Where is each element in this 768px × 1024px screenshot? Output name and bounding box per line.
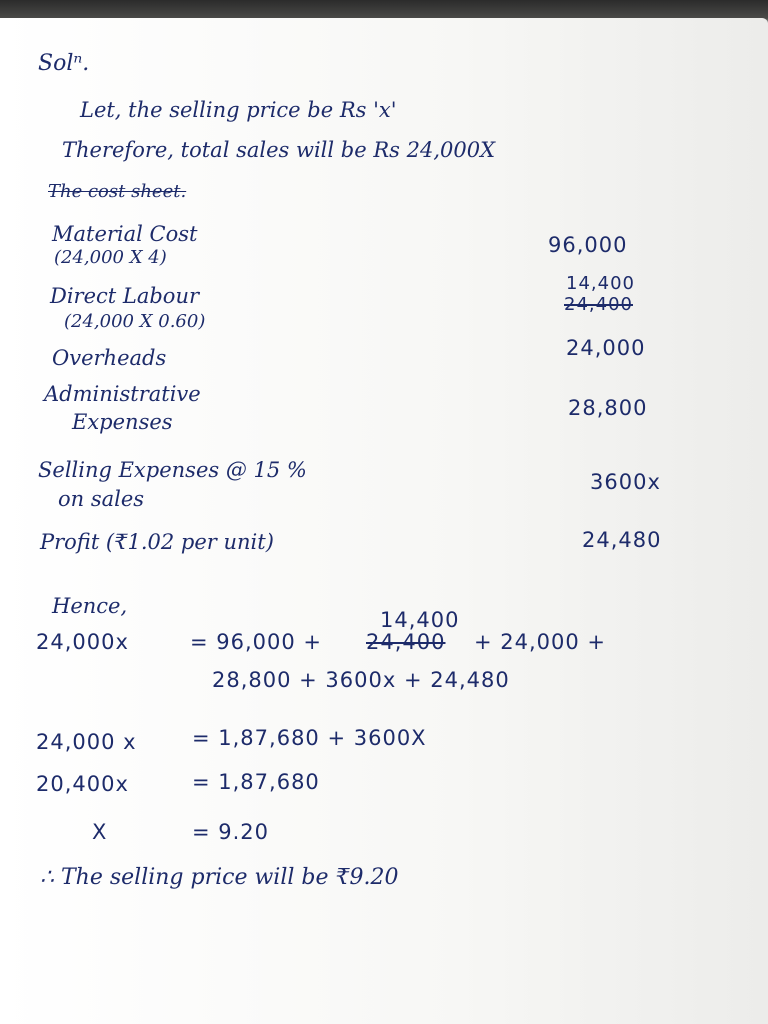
step-1-rhs: = 1,87,680 + 3600X xyxy=(192,726,427,750)
row-sub-administrative: Expenses xyxy=(72,410,173,434)
row-label-profit: Profit (₹1.02 per unit) xyxy=(40,530,274,554)
solution-heading: Solⁿ. xyxy=(38,51,90,76)
equation-line-1b: + 24,000 + xyxy=(474,630,607,654)
amount-overheads: 24,000 xyxy=(566,336,646,360)
amount-selling-expenses: 3600x xyxy=(590,470,661,494)
row-label-selling-expenses: Selling Expenses @ 15 % xyxy=(38,458,307,482)
amount-material-cost: 96,000 xyxy=(548,233,628,257)
step-3-lhs: X xyxy=(92,820,108,844)
step-2-lhs: 20,400x xyxy=(36,772,129,796)
row-label-overheads: Overheads xyxy=(52,346,167,370)
amount-profit: 24,480 xyxy=(582,528,662,552)
equation-lhs: 24,000x xyxy=(36,630,129,654)
step-2-rhs: = 1,87,680 xyxy=(192,770,320,794)
hence-correction: 14,400 xyxy=(380,608,460,632)
row-label-material-cost: Material Cost xyxy=(52,222,198,246)
row-label-direct-labour: Direct Labour xyxy=(50,284,200,308)
row-label-administrative: Administrative xyxy=(44,382,201,406)
row-sub-selling-expenses: on sales xyxy=(58,487,145,511)
hence-label: Hence, xyxy=(52,594,128,618)
step-3-rhs: = 9.20 xyxy=(192,820,270,844)
conclusion: ∴ The selling price will be ₹9.20 xyxy=(40,865,399,890)
step-1-lhs: 24,000 x xyxy=(36,730,137,754)
equation-struck-term: 24,400 xyxy=(366,630,446,654)
equation-line-2: 28,800 + 3600x + 24,480 xyxy=(212,668,510,692)
row-sub-direct-labour: (24,000 X 0.60) xyxy=(64,311,206,332)
amount-direct-labour: 14,400 xyxy=(566,273,635,294)
row-sub-material-cost: (24,000 X 4) xyxy=(54,247,167,268)
intro-line-1: Let, the selling price be Rs 'x' xyxy=(80,98,397,122)
equation-line-1a: = 96,000 + xyxy=(190,630,323,654)
cost-sheet-title: The cost sheet. xyxy=(48,181,187,202)
amount-direct-labour-struck: 24,400 xyxy=(564,294,633,315)
amount-administrative: 28,800 xyxy=(568,396,648,420)
intro-line-2: Therefore, total sales will be Rs 24,000X xyxy=(62,138,496,162)
